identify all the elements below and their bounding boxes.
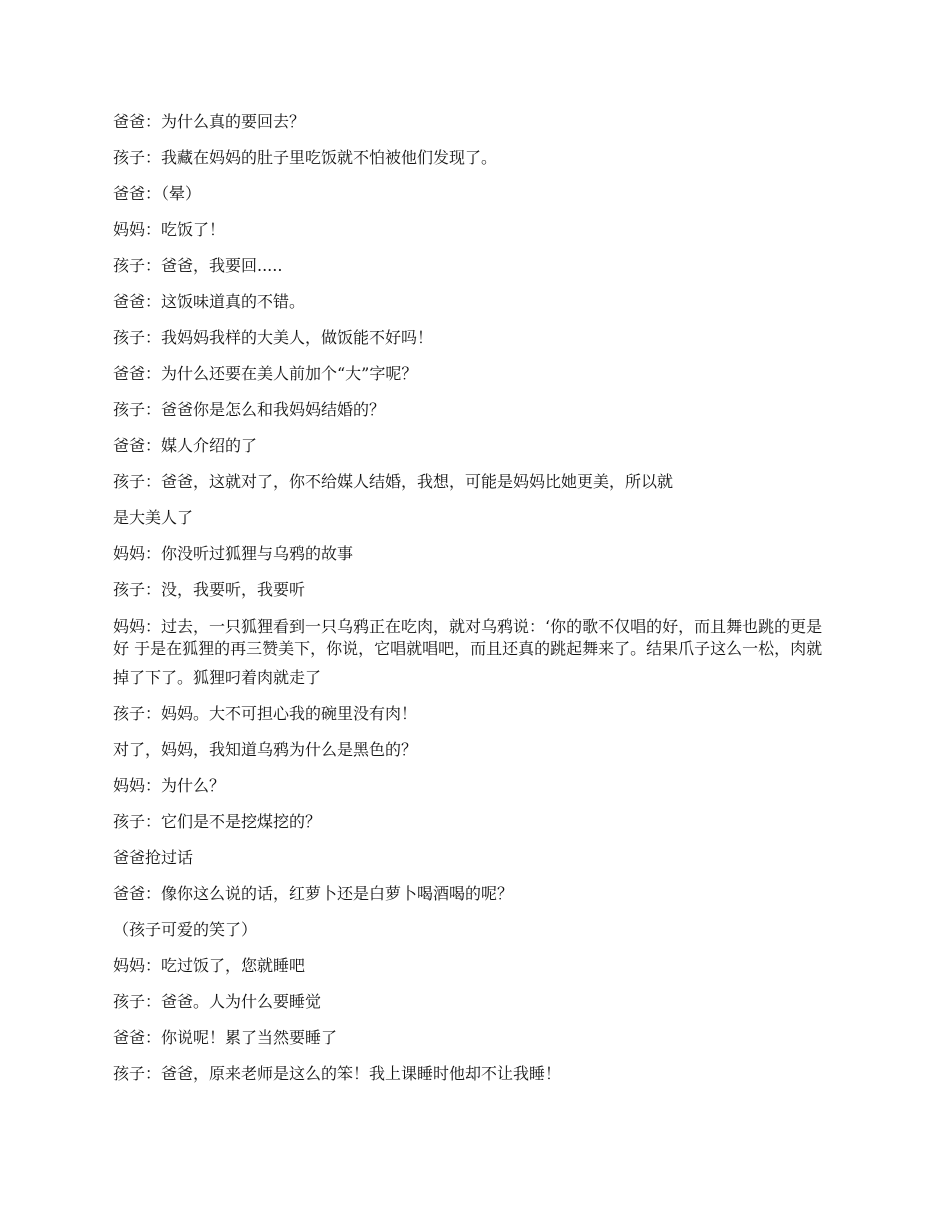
narration-line: 爸爸抢过话 [113,848,194,867]
dialogue-line: 孩子：爸爸，原来老师是这么的笨！我上课睡时他却不让我睡！ [113,1064,562,1083]
dialogue-line: 爸爸：这饭味道真的不错。 [113,292,306,311]
dialogue-line: 爸爸：（晕） [113,184,202,203]
dialogue-line: 爸爸：像你这么说的话，红萝卜还是白萝卜喝酒喝的呢？ [113,884,514,903]
dialogue-line: 妈妈：你没听过狐狸与乌鸦的故事 [113,544,354,563]
dialogue-line: 爸爸：你说呢！累了当然要睡了 [113,1028,338,1047]
dialogue-line: 孩子：爸爸，我要回..... [113,256,283,275]
document-body [113,112,833,1100]
stage-direction: （孩子可爱的笑了） [113,920,258,939]
story-paragraph: 妈妈：过去，一只狐狸看到一只乌鸦正在吃肉，就对乌鸦说：‘你的歌不仅唱的好，而且舞也跳的更是好 于是在狐狸的再三赞美下，你说，它唱就唱吧，而且还真的跳起舞来了。结果爪子这么一松，肉就 [113,617,823,658]
dialogue-line: 对了，妈妈，我知道乌鸦为什么是黑色的？ [113,740,418,759]
dialogue-line: 妈妈：吃饭了！ [113,220,226,239]
dialogue-line: 妈妈：为什么？ [113,776,226,795]
dialogue-line: 妈妈：吃过饭了，您就睡吧 [113,956,306,975]
dialogue-line-continuation: 是大美人了 [113,508,194,527]
dialogue-line: 孩子：爸爸，这就对了，你不给媒人结婚，我想，可能是妈妈比她更美，所以就 [113,472,674,491]
dialogue-line: 孩子：爸爸你是怎么和我妈妈结婚的？ [113,400,386,419]
dialogue-line: 孩子：我藏在妈妈的肚子里吃饭就不怕被他们发现了。 [113,148,498,167]
dialogue-line: 爸爸：为什么还要在美人前加个“大”字呢？ [113,364,418,383]
dialogue-line: 孩子：它们是不是挖煤挖的？ [113,812,322,831]
dialogue-line: 孩子：妈妈。大不可担心我的碗里没有肉！ [113,704,418,723]
dialogue-line: 孩子：爸爸。人为什么要睡觉 [113,992,322,1011]
story-paragraph-continuation: 掉了下了。狐狸叼着肉就走了 [113,668,322,687]
dialogue-line: 爸爸：为什么真的要回去？ [113,112,306,131]
dialogue-line: 孩子：我妈妈我样的大美人，做饭能不好吗！ [113,328,434,347]
dialogue-line: 孩子：没，我要听，我要听 [113,580,306,599]
dialogue-line: 爸爸：媒人介绍的了 [113,436,258,455]
